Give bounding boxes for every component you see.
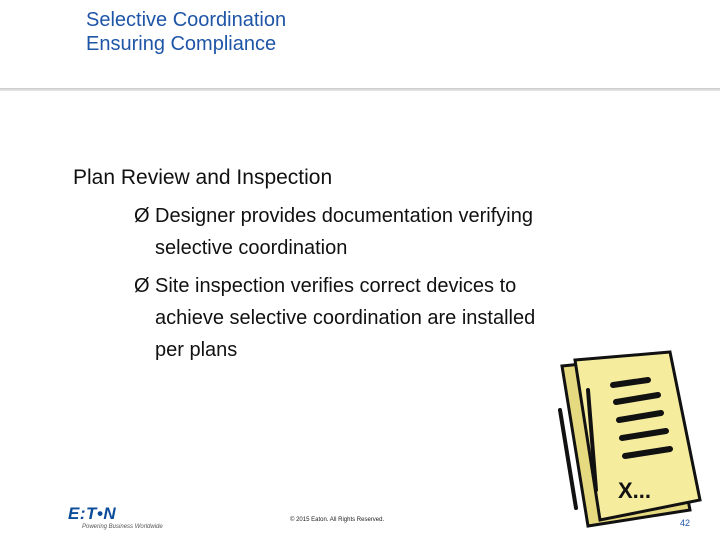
eaton-logo: [68, 504, 163, 536]
arrow-bullet-icon: Ø: [134, 205, 150, 227]
arrow-bullet-icon: Ø: [134, 275, 150, 297]
bullet-text-line: selective coordination: [155, 237, 348, 259]
header-divider: [0, 88, 720, 91]
section-heading: Plan Review and Inspection: [73, 166, 333, 189]
slide-title: [86, 8, 286, 56]
logo-tagline: Powering Business Worldwide: [82, 524, 163, 530]
page-number: 42: [679, 518, 690, 528]
logo-wordmark: E:T•N: [68, 504, 117, 523]
bullet-item: [134, 200, 624, 264]
slide-title-line-2: Ensuring Compliance: [86, 33, 277, 55]
checklist-document-icon: [540, 350, 720, 530]
bullet-text-line: achieve selective coordination are installed: [155, 307, 536, 329]
clipart-mark: X...: [618, 478, 652, 503]
slide-title-line-1: Selective Coordination: [86, 9, 287, 31]
bullet-text-line: per plans: [155, 339, 238, 361]
copyright-notice: © 2015 Eaton. All Rights Reserved.: [290, 517, 385, 523]
bullet-text-line: Designer provides documentation verifying: [155, 205, 533, 227]
bullet-text-line: Site inspection verifies correct devices to: [155, 275, 517, 297]
